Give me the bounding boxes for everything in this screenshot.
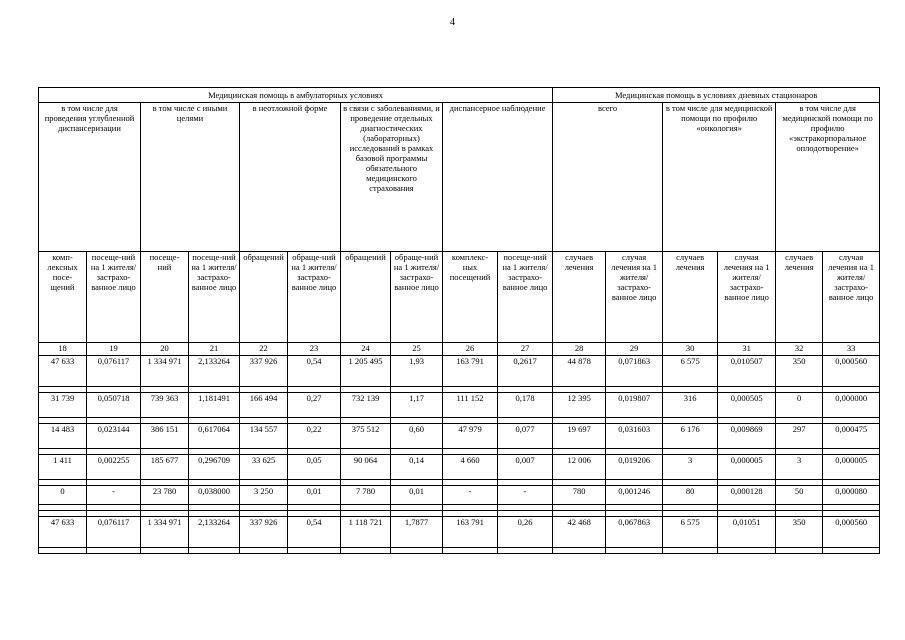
- spacer-cell: [443, 548, 498, 554]
- table-cell: 0,05: [288, 455, 341, 480]
- header-day-hospital: Медицинская помощь в условиях дневных стационаров: [553, 88, 880, 103]
- table-cell: 0,000560: [823, 517, 880, 548]
- table-cell: 2,133264: [189, 517, 240, 548]
- table-cell: 350: [776, 517, 823, 548]
- table-cell: 134 557: [240, 424, 288, 449]
- table-cell: 80: [663, 486, 718, 505]
- table-cell: 0,26: [498, 517, 553, 548]
- column-subheader: комп-лексных посе-щений: [39, 252, 87, 343]
- table-row: [39, 455, 880, 480]
- page-number: 4: [450, 17, 455, 28]
- table-cell: 0,000505: [718, 393, 776, 418]
- spacer-cell: [776, 548, 823, 554]
- column-subheader: случая лечения на 1 жителя/ застрахо-ванное лицо: [606, 252, 663, 343]
- group-header: в неотложной форме: [240, 103, 341, 252]
- table-cell: -: [87, 486, 141, 505]
- table-cell: 0,54: [288, 517, 341, 548]
- column-number: 19: [87, 343, 141, 356]
- table-cell: 337 926: [240, 356, 288, 387]
- column-subheader: случаев лечения: [663, 252, 718, 343]
- table-cell: 14 483: [39, 424, 87, 449]
- table-cell: 0,038000: [189, 486, 240, 505]
- table-cell: 732 139: [341, 393, 391, 418]
- table-cell: 31 739: [39, 393, 87, 418]
- table-cell: 0,077: [498, 424, 553, 449]
- column-subheader: случая лечения на 1 жителя/ застрахо-ванное лицо: [718, 252, 776, 343]
- table-cell: 0,27: [288, 393, 341, 418]
- table-cell: 0,076117: [87, 356, 141, 387]
- column-subheader: посеще-ний на 1 жителя/ застрахо-ванное лицо: [498, 252, 553, 343]
- table-cell: 1,17: [391, 393, 443, 418]
- table-cell: 0,001246: [606, 486, 663, 505]
- column-number: 23: [288, 343, 341, 356]
- table-cell: -: [443, 486, 498, 505]
- spacer-cell: [553, 548, 606, 554]
- column-subheader: посеще-ний на 1 жителя/ застрахо-ванное лицо: [189, 252, 240, 343]
- spacer-cell: [87, 548, 141, 554]
- table-cell: 0,050718: [87, 393, 141, 418]
- column-subheader: случаев лечения: [553, 252, 606, 343]
- table-cell: 0,019206: [606, 455, 663, 480]
- table-cell: 1 411: [39, 455, 87, 480]
- group-header: в том числе для медицинской помощи по профилю «экстракорпоральное оплодотворение»: [776, 103, 880, 252]
- spacer-cell: [39, 548, 87, 554]
- group-header: в том числе с иными целями: [141, 103, 240, 252]
- table-cell: 0,000128: [718, 486, 776, 505]
- table-cell: 6 575: [663, 356, 718, 387]
- table-cell: -: [498, 486, 553, 505]
- column-number: 20: [141, 343, 189, 356]
- table-cell: 386 151: [141, 424, 189, 449]
- table-cell: 3: [776, 455, 823, 480]
- table-cell: 0,000005: [718, 455, 776, 480]
- column-number: 21: [189, 343, 240, 356]
- spacer-cell: [823, 548, 880, 554]
- table-cell: 3: [663, 455, 718, 480]
- column-subheader: посеще-ний: [141, 252, 189, 343]
- table-cell: 297: [776, 424, 823, 449]
- column-number: 22: [240, 343, 288, 356]
- table-cell: 0,617064: [189, 424, 240, 449]
- table-cell: 185 677: [141, 455, 189, 480]
- column-subheader: комплекс-ных посещений: [443, 252, 498, 343]
- table-row: [39, 393, 880, 418]
- header-ambulatory: Медицинская помощь в амбулаторных условиях: [39, 88, 553, 103]
- column-subheader: случая лечения на 1 жителя/ застрахо-ванное лицо: [823, 252, 880, 343]
- table-cell: 780: [553, 486, 606, 505]
- table-cell: 1,181491: [189, 393, 240, 418]
- table-cell: 0,067863: [606, 517, 663, 548]
- table-cell: 50: [776, 486, 823, 505]
- table-cell: 47 979: [443, 424, 498, 449]
- table-cell: 0,019807: [606, 393, 663, 418]
- table-cell: 0,296709: [189, 455, 240, 480]
- spacer-cell: [141, 548, 189, 554]
- table-cell: 1 118 721: [341, 517, 391, 548]
- table-cell: 0,178: [498, 393, 553, 418]
- table-cell: 1 334 971: [141, 517, 189, 548]
- table-cell: 12 395: [553, 393, 606, 418]
- group-header: в том числе для медицинской помощи по профилю «онкология»: [663, 103, 776, 252]
- column-number: 29: [606, 343, 663, 356]
- table-cell: 47 633: [39, 356, 87, 387]
- spacer-cell: [240, 548, 288, 554]
- spacer-cell: [718, 548, 776, 554]
- table-cell: 316: [663, 393, 718, 418]
- column-number: 27: [498, 343, 553, 356]
- table-cell: 0,000000: [823, 393, 880, 418]
- table-cell: 0,01: [288, 486, 341, 505]
- table-cell: 1,7877: [391, 517, 443, 548]
- column-subheader: обраще-ний на 1 жителя/ застрахо-ванное лицо: [288, 252, 341, 343]
- table-row: [39, 424, 880, 449]
- spacer-cell: [606, 548, 663, 554]
- table-row: [39, 486, 880, 505]
- table-cell: 42 468: [553, 517, 606, 548]
- column-number: 26: [443, 343, 498, 356]
- medical-care-table: [38, 87, 880, 554]
- table-cell: 0,010507: [718, 356, 776, 387]
- column-number: 32: [776, 343, 823, 356]
- table-cell: 350: [776, 356, 823, 387]
- table-cell: 163 791: [443, 517, 498, 548]
- table-cell: 0,54: [288, 356, 341, 387]
- table-body: [39, 356, 880, 554]
- column-subheader: обращений: [341, 252, 391, 343]
- column-number: 30: [663, 343, 718, 356]
- table-cell: 0,071863: [606, 356, 663, 387]
- column-number: 25: [391, 343, 443, 356]
- table-cell: 163 791: [443, 356, 498, 387]
- spacer-cell: [288, 548, 341, 554]
- table-cell: 0,002255: [87, 455, 141, 480]
- table-cell: 0: [39, 486, 87, 505]
- table-cell: 47 633: [39, 517, 87, 548]
- table-cell: 44 878: [553, 356, 606, 387]
- table-cell: 90 064: [341, 455, 391, 480]
- table-cell: 0,007: [498, 455, 553, 480]
- spacer-cell: [663, 548, 718, 554]
- table-cell: 375 512: [341, 424, 391, 449]
- table-cell: 0,01051: [718, 517, 776, 548]
- table-cell: 0,60: [391, 424, 443, 449]
- column-number: 33: [823, 343, 880, 356]
- table-cell: 0,000080: [823, 486, 880, 505]
- spacer-cell: [341, 548, 391, 554]
- table-cell: 739 363: [141, 393, 189, 418]
- table-cell: 0,2617: [498, 356, 553, 387]
- table-cell: 1 334 971: [141, 356, 189, 387]
- table-cell: 0,14: [391, 455, 443, 480]
- spacer-cell: [498, 548, 553, 554]
- table-cell: 111 152: [443, 393, 498, 418]
- column-subheader: посеще-ний на 1 жителя/ застрахо-ванное лицо: [87, 252, 141, 343]
- table-cell: 0,023144: [87, 424, 141, 449]
- column-number: 28: [553, 343, 606, 356]
- table-cell: 0,031603: [606, 424, 663, 449]
- column-subheader: случаев лечения: [776, 252, 823, 343]
- column-subheader: обраще-ний на 1 жителя/ застрахо-ванное лицо: [391, 252, 443, 343]
- table-cell: 166 494: [240, 393, 288, 418]
- table-cell: 1 205 495: [341, 356, 391, 387]
- column-number: 31: [718, 343, 776, 356]
- table-cell: 12 006: [553, 455, 606, 480]
- group-header: в том числе для проведения углубленной диспансеризации: [39, 103, 141, 252]
- table-cell: 7 780: [341, 486, 391, 505]
- table-cell: 4 660: [443, 455, 498, 480]
- table-row: [39, 356, 880, 387]
- table-row: [39, 517, 880, 548]
- table-cell: 1,93: [391, 356, 443, 387]
- column-number: 18: [39, 343, 87, 356]
- table-cell: 0,000475: [823, 424, 880, 449]
- column-number-row: [39, 343, 880, 356]
- table-cell: 0,000005: [823, 455, 880, 480]
- table-cell: 0,009869: [718, 424, 776, 449]
- column-subheader: обращений: [240, 252, 288, 343]
- table-cell: 337 926: [240, 517, 288, 548]
- spacer-row: [39, 548, 880, 554]
- subheader-row: [39, 252, 880, 343]
- table-cell: 0,076117: [87, 517, 141, 548]
- table-cell: 3 250: [240, 486, 288, 505]
- table-cell: 19 697: [553, 424, 606, 449]
- table-cell: 0: [776, 393, 823, 418]
- group-header: в связи с заболеваниями, и проведение отдельных диагностических (лабораторных) исследований в рамках базовой программы обязательного медицинского страхования: [341, 103, 443, 252]
- table-cell: 2,133264: [189, 356, 240, 387]
- table-cell: 0,01: [391, 486, 443, 505]
- group-header: диспансерное наблюдение: [443, 103, 553, 252]
- spacer-cell: [391, 548, 443, 554]
- table-cell: 0,22: [288, 424, 341, 449]
- table-cell: 33 625: [240, 455, 288, 480]
- table-cell: 23 780: [141, 486, 189, 505]
- column-number: 24: [341, 343, 391, 356]
- table-cell: 6 575: [663, 517, 718, 548]
- table-cell: 0,000560: [823, 356, 880, 387]
- group-header: всего: [553, 103, 663, 252]
- table-cell: 6 176: [663, 424, 718, 449]
- spacer-cell: [189, 548, 240, 554]
